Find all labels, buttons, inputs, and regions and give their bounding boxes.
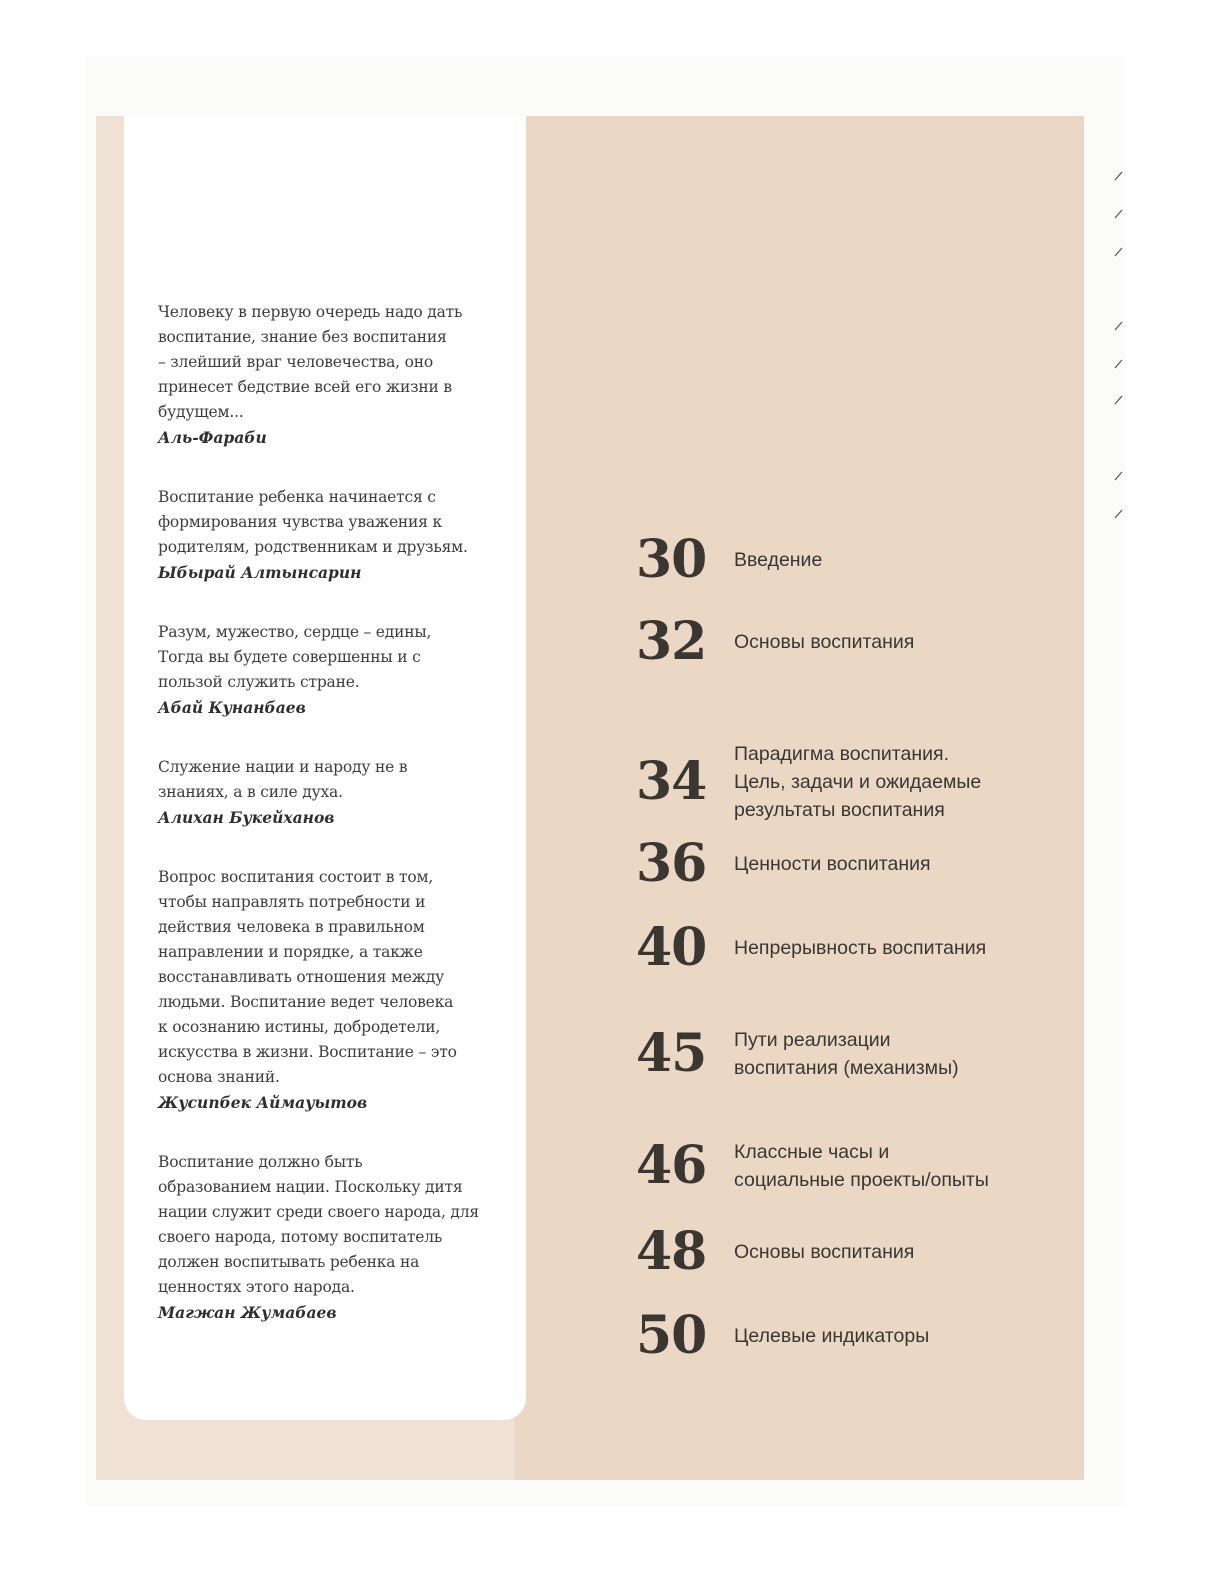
toc-item-48[interactable] [636, 1212, 1056, 1292]
toc-page-number: 50 [636, 1305, 707, 1366]
quote-text: Воспитание должно быть образованием нации. Поскольку дитя нации служит среди своего народа, для своего народа, потому воспитатель должен воспитывать ребенка на ценностях этого народа. [158, 1153, 479, 1296]
quote-text: Служение нации и народу не в знаниях, а в силе духа. [158, 758, 408, 801]
toc-title: Ценности воспитания [734, 853, 931, 875]
toc-item-32[interactable] [636, 602, 1056, 682]
toc-title: Непрерывность воспитания [734, 937, 987, 959]
quote-kunanbaev [158, 620, 503, 721]
toc-page-number: 32 [636, 611, 707, 672]
toc-page-number: 45 [636, 1023, 707, 1084]
toc-page-number: 40 [636, 917, 707, 978]
toc-item-46[interactable] [636, 1126, 1056, 1206]
toc-item-34[interactable] [636, 742, 1056, 822]
toc-page-number: 48 [636, 1221, 707, 1282]
quote-author: Аль-Фараби [158, 428, 267, 447]
toc-title: Целевые индикаторы [734, 1325, 930, 1347]
toc-title: Введение [734, 549, 823, 571]
quote-text: Воспитание ребенка начинается с формирования чувства уважения к родителям, родственникам и друзьям. [158, 488, 468, 556]
quote-author: Жусипбек Аймауытов [158, 1093, 368, 1112]
toc-page-number: 36 [636, 833, 707, 894]
page-edge-marks [1112, 170, 1126, 530]
quote-author: Ыбырай Алтынсарин [158, 563, 362, 582]
quote-author: Абай Кунанбаев [158, 698, 306, 717]
toc-item-50[interactable] [636, 1296, 1056, 1376]
quote-author: Алихан Букейханов [158, 808, 335, 827]
quote-aimauytov [158, 865, 503, 1116]
toc-page-number: 30 [636, 529, 707, 590]
toc-title: Основы воспитания [734, 631, 915, 653]
toc-title: Классные часы и социальные проекты/опыты [734, 1141, 989, 1191]
quote-zhumabaev [158, 1150, 503, 1326]
toc-item-45[interactable] [636, 1014, 1056, 1094]
toc-item-36[interactable] [636, 824, 1056, 904]
toc-title: Парадигма воспитания. Цель, задачи и ожидаемые результаты воспитания [734, 743, 982, 821]
toc-page-number: 46 [636, 1135, 707, 1196]
quote-author: Магжан Жумабаев [158, 1303, 337, 1322]
quote-text: Вопрос воспитания состоит в том, чтобы направлять потребности и действия человека в правильном направлении и порядке, а также восстанавливать отношения между людьми. Воспитание ведет человека к осознанию истины, добродетели, искусства в жизни. Воспитание – это основа знаний. [158, 868, 457, 1086]
quote-al-farabi [158, 300, 503, 451]
toc-title: Основы воспитания [734, 1241, 915, 1263]
quote-text: Человеку в первую очередь надо дать воспитание, знание без воспитания – злейший враг человечества, оно принесет бедствие всей его жизни в будущем... [158, 303, 463, 421]
quote-text: Разум, мужество, сердце – едины, Тогда вы будете совершенны и с пользой служить стране. [158, 623, 432, 691]
quote-altynsarin [158, 485, 503, 586]
toc-page-number: 34 [636, 751, 707, 812]
toc-item-30[interactable] [636, 520, 1056, 600]
toc-title: Пути реализации воспитания (механизмы) [734, 1029, 959, 1079]
quote-bukeikhanov [158, 755, 503, 831]
toc-item-40[interactable] [636, 908, 1056, 988]
quotes-list [158, 300, 503, 1360]
